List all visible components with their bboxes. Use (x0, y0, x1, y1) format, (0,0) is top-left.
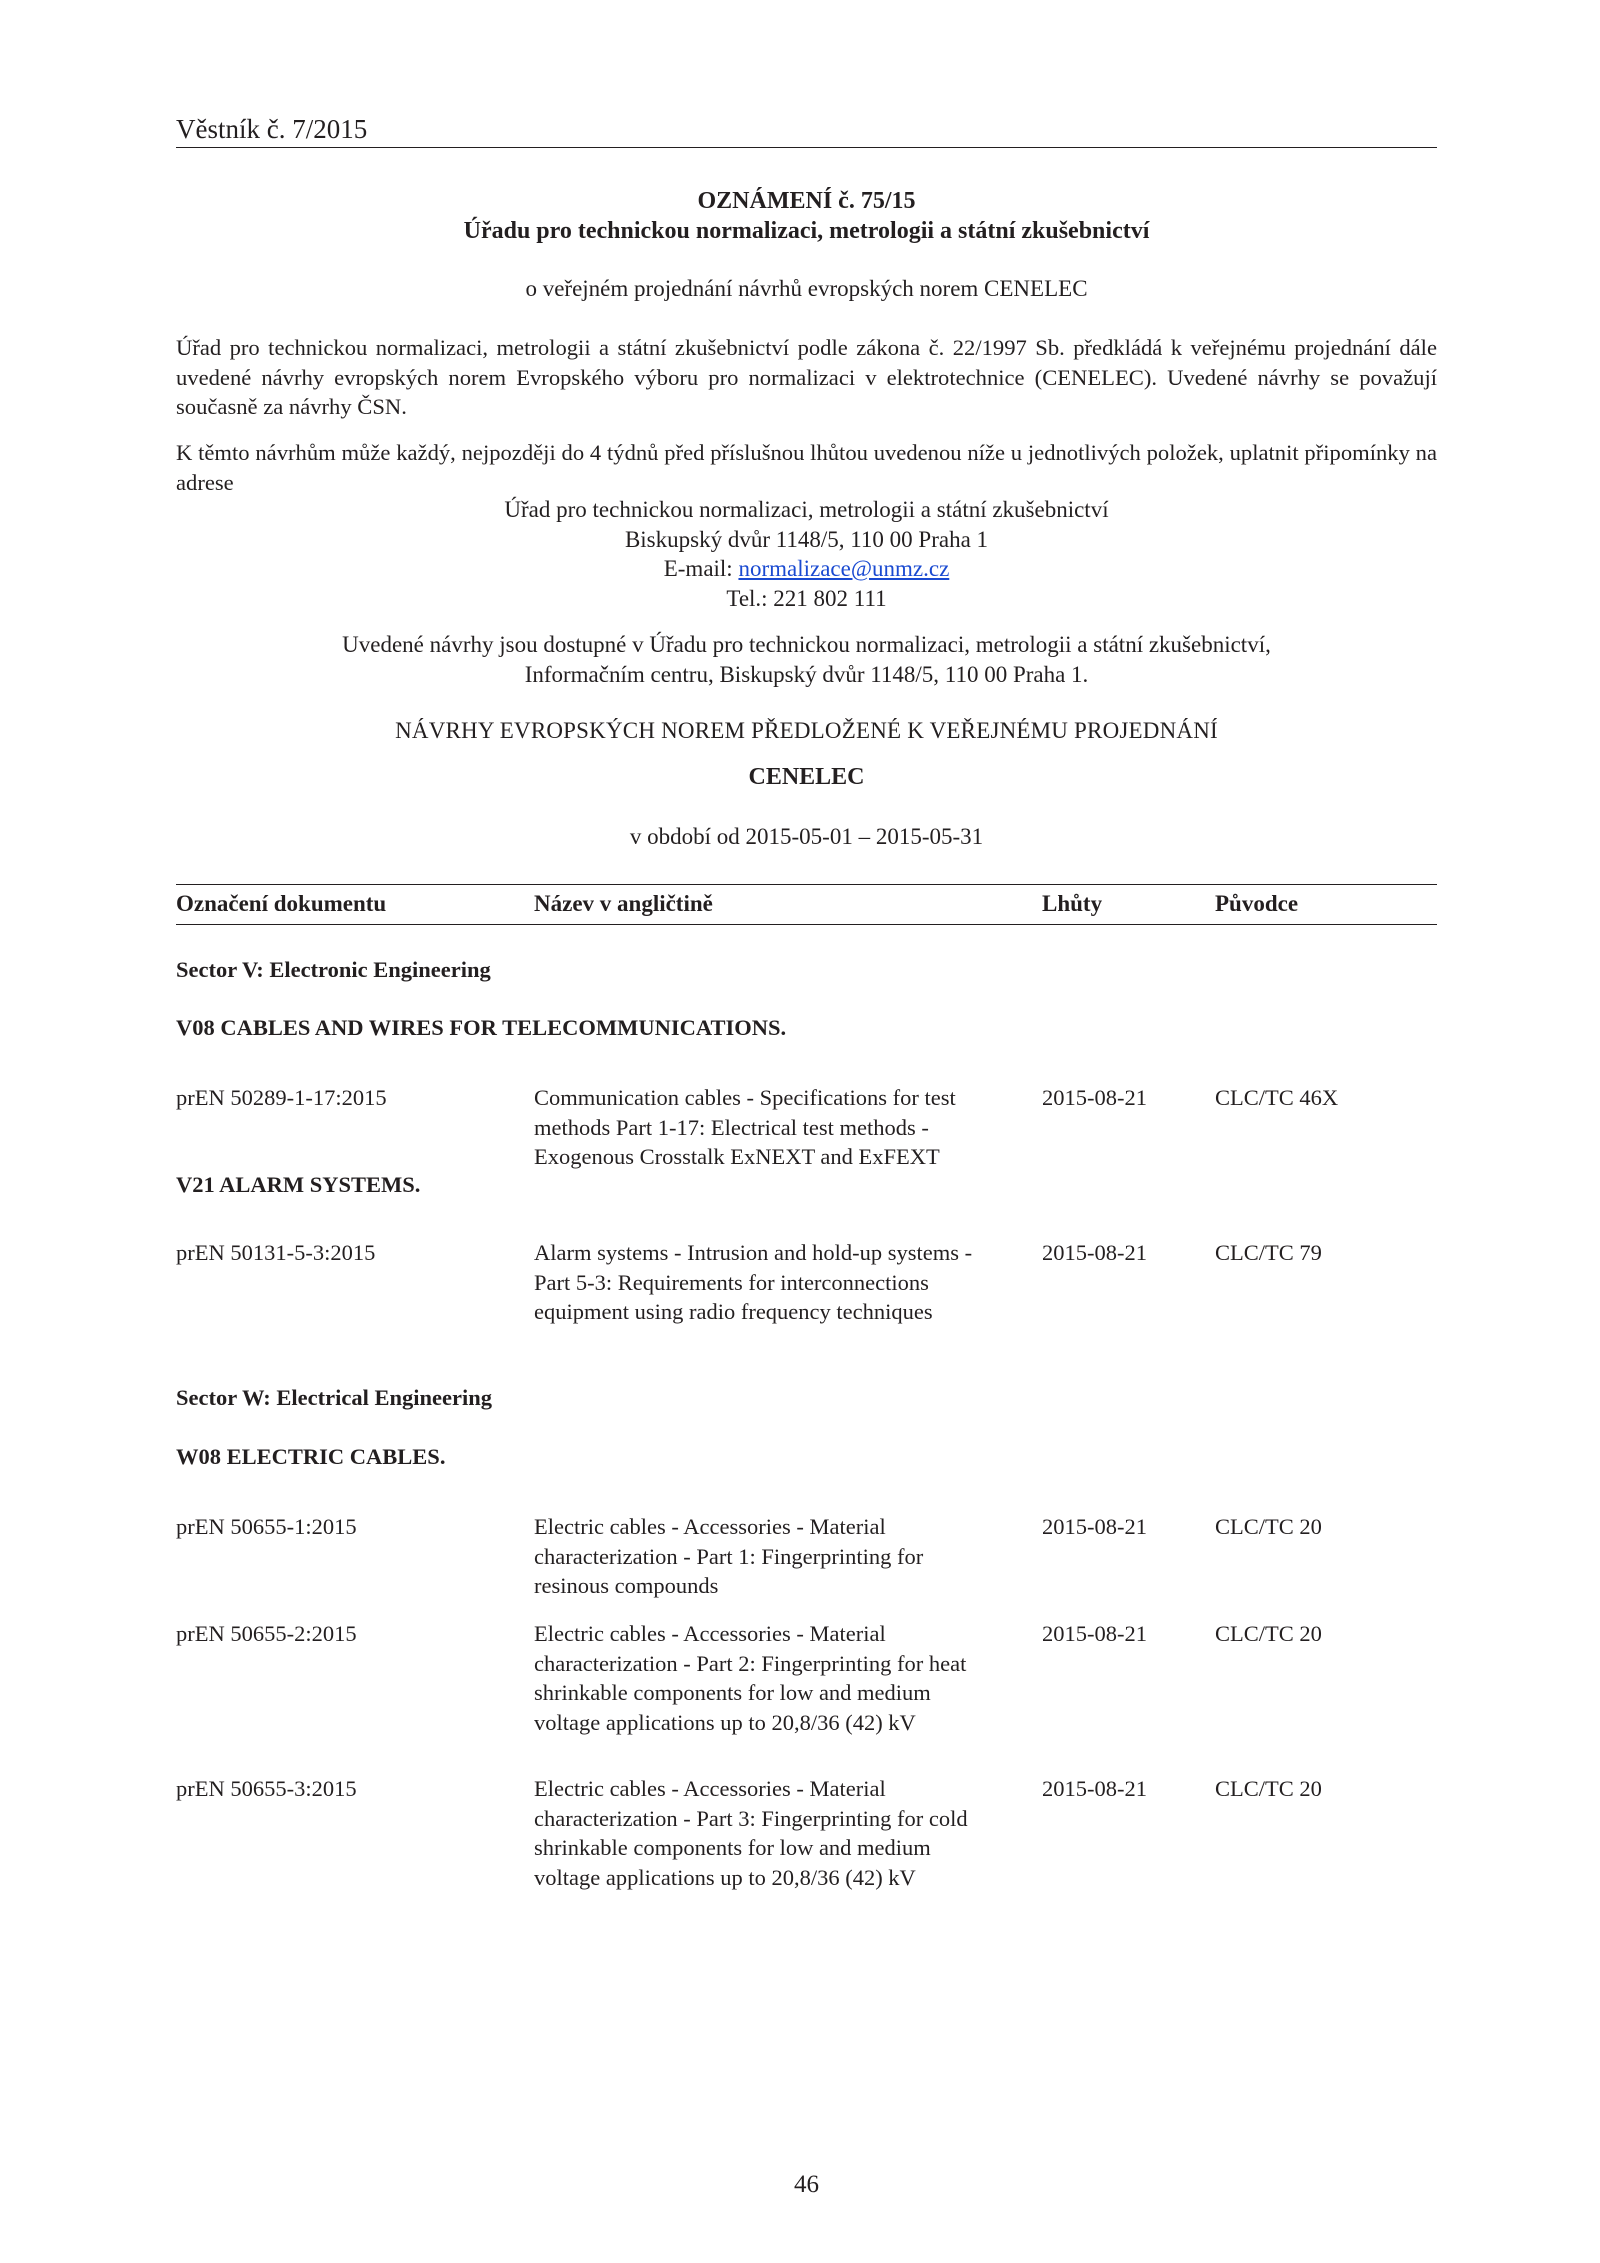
address-org: Úřad pro technickou normalizaci, metrologii a státní zkušebnictví (504, 497, 1109, 522)
address-block (176, 495, 1437, 613)
row-deadline: 2015-08-21 (1042, 1776, 1147, 1801)
listing-period: v období od 2015-05-01 – 2015-05-31 (629, 824, 984, 849)
email-link[interactable]: normalizace@unmz.cz (738, 556, 950, 581)
row-name (534, 1774, 1024, 1892)
column-header-deadline: Lhůty (1042, 891, 1103, 916)
row-name (534, 1083, 1024, 1172)
address-street: Biskupský dvůr 1148/5, 110 00 Praha 1 (624, 526, 989, 552)
row-name-line: Electric cables - Accessories - Material (534, 1776, 886, 1801)
comments-paragraph: K těmto návrhům může každý, nejpozději do 4 týdnů před příslušnou lhůtou uvedenou níže u jednotlivých položek, uplatnit připomínky na adrese (176, 440, 1437, 495)
row-name-line: equipment using radio frequency techniques (534, 1299, 933, 1324)
table-header-rule (176, 924, 1437, 925)
notice-subtitle: Úřadu pro technickou normalizaci, metrologii a státní zkušebnictví (463, 218, 1150, 244)
row-origin: CLC/TC 46X (1215, 1085, 1339, 1110)
row-name-line: voltage applications up to 20,8/36 (42) kV (534, 1864, 916, 1890)
listing-heading: NÁVRHY EVROPSKÝCH NOREM PŘEDLOŽENÉ K VEŘEJNÉMU PROJEDNÁNÍ (395, 718, 1218, 743)
row-deadline: 2015-08-21 (1042, 1240, 1147, 1265)
group-heading: V08 CABLES AND WIRES FOR TELECOMMUNICATIONS. (176, 1015, 787, 1040)
group-heading: W08 ELECTRIC CABLES. (176, 1444, 446, 1469)
page-number: 46 (794, 2171, 819, 2198)
group-heading: V21 ALARM SYSTEMS. (176, 1172, 421, 1197)
row-deadline: 2015-08-21 (1042, 1085, 1147, 1110)
row-origin: CLC/TC 20 (1215, 1621, 1322, 1646)
row-code: prEN 50289-1-17:2015 (176, 1085, 387, 1110)
notice-title: OZNÁMENÍ č. 75/15 (697, 188, 916, 214)
row-name-line: Part 5-3: Requirements for interconnections (534, 1269, 929, 1295)
row-code: prEN 50655-3:2015 (176, 1776, 357, 1801)
row-name (534, 1512, 1024, 1601)
row-code: prEN 50131-5-3:2015 (176, 1240, 376, 1265)
column-header-name: Název v angličtině (534, 891, 713, 916)
row-name-line: methods Part 1-17: Electrical test methods - (534, 1114, 929, 1140)
listing-org: CENELEC (748, 764, 865, 790)
availability-note (176, 630, 1437, 690)
row-name-line: characterization - Part 1: Fingerprinting for (534, 1543, 924, 1569)
sector-heading: Sector W: Electrical Engineering (176, 1385, 492, 1410)
row-name-line: characterization - Part 3: Fingerprinting for cold (534, 1805, 968, 1831)
row-name-line: Electric cables - Accessories - Material (534, 1514, 886, 1539)
column-header-code: Označení dokumentu (176, 891, 387, 916)
row-deadline: 2015-08-21 (1042, 1514, 1147, 1539)
row-name-line: voltage applications up to 20,8/36 (42) kV (534, 1709, 916, 1735)
address-phone: Tel.: 221 802 111 (726, 585, 887, 611)
row-name-line: shrinkable components for low and medium (534, 1680, 931, 1705)
availability-line-1: Uvedené návrhy jsou dostupné v Úřadu pro technickou normalizaci, metrologii a státní zkušebnictví, (342, 632, 1271, 657)
header-rule (176, 147, 1437, 148)
availability-line-2: Informačním centru, Biskupský dvůr 1148/5, 110 00 Praha 1. (524, 662, 1089, 687)
row-name-line: Electric cables - Accessories - Material (534, 1621, 886, 1646)
row-origin: CLC/TC 79 (1215, 1240, 1322, 1265)
column-header-origin: Původce (1215, 891, 1299, 916)
row-code: prEN 50655-1:2015 (176, 1514, 357, 1539)
row-name-line: shrinkable components for low and medium (534, 1835, 931, 1860)
row-name-line: Communication cables - Specifications for test (534, 1085, 956, 1110)
notice-about: o veřejném projednání návrhů evropských norem CENELEC (525, 276, 1088, 301)
row-name-line: Exogenous Crosstalk ExNEXT and ExFEXT (534, 1144, 940, 1169)
row-name (534, 1238, 1024, 1327)
row-origin: CLC/TC 20 (1215, 1514, 1322, 1539)
email-label: E-mail: (663, 556, 739, 581)
row-deadline: 2015-08-21 (1042, 1621, 1147, 1646)
row-origin: CLC/TC 20 (1215, 1776, 1322, 1801)
row-name-line: resinous compounds (534, 1573, 719, 1598)
table-top-rule (176, 884, 1437, 885)
intro-paragraph: Úřad pro technickou normalizaci, metrologii a státní zkušebnictví podle zákona č. 22/1997 Sb. předkládá k veřejnému projednání dále uvedené návrhy evropských norem Evropského výboru pro normalizaci v elektrotechnice (CENELEC). Uvedené návrhy se považují současně za návrhy ČSN. (176, 335, 1437, 419)
running-header: Věstník č. 7/2015 (176, 114, 368, 144)
row-name (534, 1619, 1024, 1737)
row-name-line: characterization - Part 2: Fingerprinting for heat (534, 1650, 967, 1676)
sector-heading: Sector V: Electronic Engineering (176, 957, 491, 982)
row-code: prEN 50655-2:2015 (176, 1621, 357, 1646)
row-name-line: Alarm systems - Intrusion and hold-up systems - (534, 1240, 973, 1265)
address-email-line (176, 554, 1437, 584)
